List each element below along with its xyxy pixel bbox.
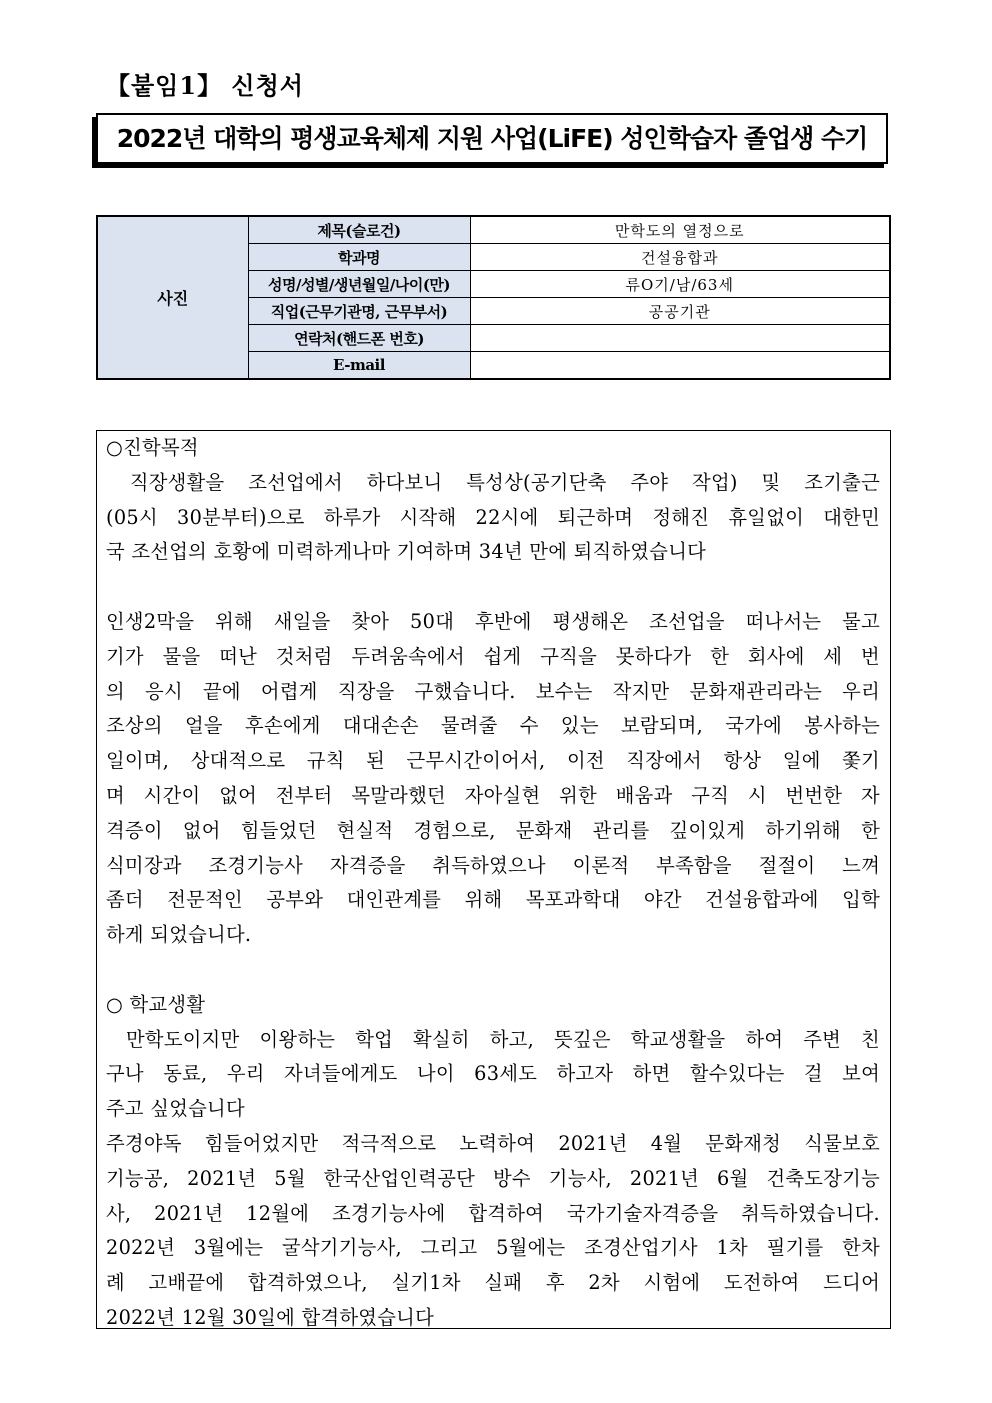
essay-line: 기능공, 2021년 5월 한국산업인력공단 방수 기능사, 2021년 6월 건축도장기능 [106,1166,880,1190]
essay-line: 사, 2021년 12월에 조경기능사에 합격하여 국가기술자격증을 취득하였습니다. [106,1201,880,1225]
essay-line: (05시 30분부터)으로 하루가 시작해 22시에 퇴근하며 정해진 휴일없이 대한민 [106,505,880,529]
attachment-label: 【붙임1】 신청서 [106,71,304,100]
value-occupation: 공공기관 [470,298,890,325]
essay-line: 만학도이지만 이왕하는 학업 확실히 하고, 뜻깊은 학교생활을 하여 주변 친 [106,1027,880,1051]
section-heading-purpose: ○진학목적 [106,436,199,459]
label-phone: 연락처(핸드폰 번호) [248,325,470,352]
label-slogan: 제목(슬로건) [248,216,470,244]
essay-box [96,430,891,1329]
essay-line: 직장생활을 조선업에서 하다보니 특성상(공기단축 주야 작업) 및 조기출근 [106,470,880,494]
essay-line: 좀더 전문적인 공부와 대인관계를 위해 목포과학대 야간 건설융합과에 입학 [106,888,880,912]
essay-line: 국 조선업의 호황에 미력하게나마 기여하며 34년 만에 퇴직하였습니다 [106,540,707,564]
essay-line: 주경야독 힘들어었지만 적극적으로 노력하여 2021년 4월 문화재청 식물보호 [106,1131,880,1155]
label-occupation: 직업(근무기관명, 근무부서) [248,298,470,325]
photo-cell: 사진 [97,216,248,379]
essay-line: 일이며, 상대적으로 규칙 된 근무시간이어서, 이전 직장에서 항상 일에 쫓기 [106,749,880,773]
table-row [97,216,890,244]
essay-line: 며 시간이 없어 전부터 목말라했던 자아실현 위한 배움과 구직 시 번번한 자 [106,783,880,807]
document-title-box [96,113,888,164]
essay-line: 의 응시 끝에 어렵게 직장을 구했습니다. 보수는 작지만 문화재관리라는 우리 [106,679,880,703]
blank-line [106,570,880,605]
value-phone [470,325,890,352]
section-heading-school-life: ○ 학교생활 [106,992,206,1016]
value-name: 류O기/남/63세 [470,271,890,298]
essay-line: 2022년 12월 30일에 합격하였습니다 [106,1305,435,1329]
label-email: E-mail [248,352,470,380]
label-department: 학과명 [248,244,470,271]
value-email [470,352,890,380]
essay-line: 조상의 얼을 후손에게 대대손손 물려줄 수 있는 보람되며, 국가에 봉사하는 [106,714,880,738]
value-slogan: 만학도의 열정으로 [470,216,890,244]
essay-line: 2022년 3월에는 굴삭기기능사, 그리고 5월에는 조경산업기사 1차 필기를 한차 [106,1236,880,1260]
essay-line: 인생2막을 위해 새일을 찾아 50대 후반에 평생해온 조선업을 떠나서는 물고 [106,609,880,633]
essay-line: 식미장과 조경기능사 자격증을 취득하였으나 이론적 부족함을 절절이 느껴 [106,853,880,877]
applicant-info-table [96,215,891,380]
essay-line: 주고 싶었습니다 [106,1097,245,1121]
essay-line: 격증이 없어 힘들었던 현실적 경험으로, 문화재 관리를 깊이있게 하기위해 한 [106,818,880,842]
essay-line: 기가 물을 떠난 것처럼 두려움속에서 쉽게 구직을 못하다가 한 회사에 세 번 [106,644,880,668]
document-title: 2022년 대학의 평생교육체제 지원 사업(LiFE) 성인학습자 졸업생 수기 [116,124,868,153]
label-name: 성명/성별/생년월일/나이(만) [248,271,470,298]
value-department: 건설융합과 [470,244,890,271]
essay-line: 구나 동료, 우리 자녀들에게도 나이 63세도 하고자 하면 할수있다는 걸 보여 [106,1062,880,1086]
blank-line [106,953,880,988]
essay-line: 례 고배끝에 합격하였으나, 실기1차 실패 후 2차 시험에 도전하여 드디어 [106,1271,880,1295]
essay-line: 하게 되었습니다. [106,923,252,947]
